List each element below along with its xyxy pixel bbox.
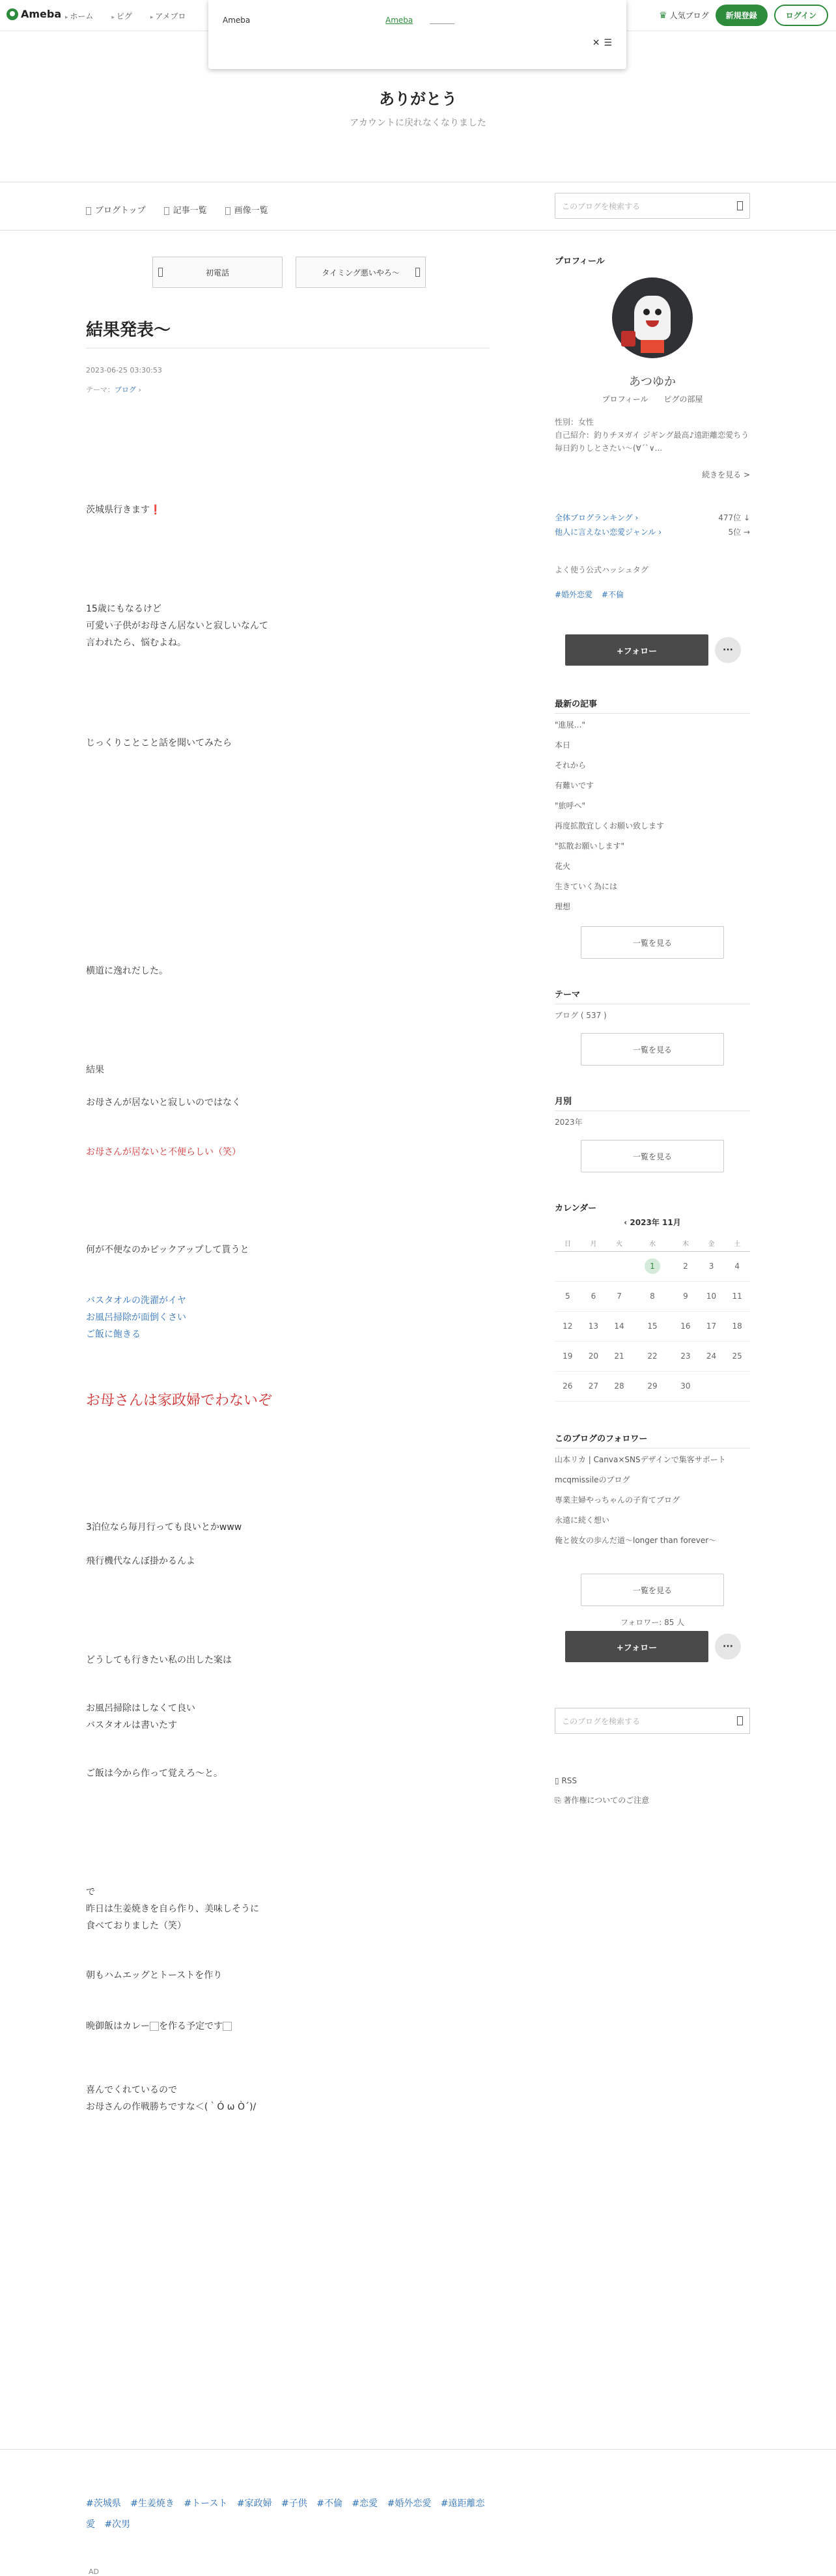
- official-hashtags: [555, 589, 630, 600]
- avatar-eye: [655, 309, 662, 315]
- calendar-day[interactable]: 7: [606, 1281, 632, 1311]
- calendar-day[interactable]: 16: [673, 1311, 699, 1341]
- chevron-right-icon: [415, 268, 420, 277]
- calendar-heading: カレンダー: [555, 1204, 597, 1213]
- calendar-day: [581, 1251, 607, 1281]
- nav-blog-top[interactable]: [86, 203, 146, 216]
- nav-image-list[interactable]: [225, 203, 268, 216]
- chevron-left-icon: [158, 268, 163, 277]
- monthly-heading: 月別: [555, 1094, 750, 1111]
- hashtag[interactable]: #トースト: [184, 2498, 228, 2509]
- emoji-image: [223, 2022, 232, 2031]
- calendar-day[interactable]: 26: [555, 1371, 581, 1401]
- ranking-overall-label: 全体ブログランキング: [555, 513, 633, 522]
- calendar-weekday: 金: [699, 1236, 725, 1251]
- calendar-day[interactable]: 2: [673, 1251, 699, 1281]
- calendar-weekday: 水: [632, 1236, 673, 1251]
- hashtag-heading: よく使う公式ハッシュタグ: [555, 565, 648, 574]
- calendar-day[interactable]: 10: [699, 1281, 725, 1311]
- hashtag[interactable]: #不倫: [316, 2498, 342, 2509]
- hashtag[interactable]: #家政婦: [236, 2498, 272, 2509]
- theme-see-list-button[interactable]: 一覧を見る: [581, 1033, 724, 1066]
- calendar-day: [724, 1371, 750, 1401]
- calendar-day[interactable]: 15: [632, 1311, 673, 1341]
- home-icon: [86, 207, 91, 215]
- footer-divider: [0, 2449, 836, 2450]
- paragraph-6: お母さんが居ないと寂しいのではなく: [86, 1097, 241, 1108]
- calendar-weekday: 日: [555, 1236, 581, 1251]
- paragraph-7: お母さんが居ないと不便らしい（笑）: [86, 1147, 241, 1157]
- image-icon: [225, 207, 230, 215]
- paragraph-10: お母さんは家政婦でわないぞ: [86, 1393, 273, 1409]
- paragraph-18: [86, 2001, 232, 2035]
- calendar-month: [555, 1217, 750, 1228]
- follow-button-bottom[interactable]: +フォロー: [565, 1631, 708, 1662]
- hashtag[interactable]: #茨城県: [86, 2498, 121, 2509]
- calendar-day[interactable]: 22: [632, 1341, 673, 1371]
- blog-description: アカウントに戻れなくなりました: [350, 118, 486, 128]
- recent-articles-heading: 最新の記事: [555, 697, 750, 714]
- profile-info-text: 性別：女性 自己紹介：釣りチヌガイ ジギング最高♪遠距離恋愛ちう 毎日釣りしとさたい〜(∀´`∨...: [555, 418, 749, 453]
- profile-avatar[interactable]: [612, 277, 693, 358]
- sidebar-search-input[interactable]: [555, 1708, 750, 1734]
- calendar-day[interactable]: 21: [606, 1341, 632, 1371]
- paragraph-18-start: 晩御飯はカレー: [86, 2021, 150, 2031]
- hashtag[interactable]: #次男: [104, 2519, 131, 2530]
- global-nav-ameblo[interactable]: ▸ アメブロ: [150, 10, 186, 21]
- ranking-genre-label: 他人に言えない恋愛ジャンル: [555, 528, 656, 537]
- article-theme-link[interactable]: ブログ: [115, 386, 136, 394]
- rss-link[interactable]: ▯ RSS: [555, 1776, 577, 1785]
- read-more-link[interactable]: 続きを見る >: [702, 470, 750, 479]
- curry-emoji-image: [150, 2022, 159, 2031]
- popup-divider: [430, 23, 454, 24]
- blog-search-input[interactable]: [555, 193, 750, 219]
- follower-link[interactable]: 専業主婦やっちゃんの子育てブログ: [555, 1495, 680, 1505]
- calendar-day[interactable]: 19: [555, 1341, 581, 1371]
- calendar-day[interactable]: 5: [555, 1281, 581, 1311]
- recent-article-link[interactable]: 生きていく為には: [555, 882, 618, 891]
- avatar-bag: [621, 331, 635, 347]
- calendar-prev-icon[interactable]: ‹: [624, 1218, 630, 1227]
- followers-see-list-button[interactable]: 一覧を見る: [581, 1574, 724, 1606]
- calendar-day[interactable]: 28: [606, 1371, 632, 1401]
- article-title[interactable]: 結果発表〜: [86, 320, 171, 340]
- next-article-label: タイミング悪いやろ〜: [322, 268, 400, 277]
- pig-room-link[interactable]: ピグの部屋: [663, 395, 703, 404]
- paragraph-11: 3泊位なら毎月行っても良いとかwww: [86, 1522, 242, 1533]
- paragraph-1: 茨城県行きます❗️: [86, 505, 161, 515]
- copyright-label: 著作権についてのご注意: [563, 1796, 650, 1805]
- menu-icon: ☰: [604, 38, 612, 48]
- calendar-month-label: 2023年 11月: [630, 1218, 681, 1227]
- global-nav-pig[interactable]: ▸ ピグ: [111, 10, 132, 21]
- avatar-eye: [643, 309, 650, 315]
- paragraph-17: 朝もハムエッグとトーストを作り: [86, 1970, 223, 1981]
- follower-count: フォロワー: 85 人: [620, 1618, 685, 1627]
- paragraph-12: 飛行機代なんぼ掛かるんよ: [86, 1556, 195, 1566]
- calendar-day[interactable]: 8: [632, 1281, 673, 1311]
- hashtag-list: [86, 2493, 490, 2535]
- recent-article-link[interactable]: "進展…": [555, 720, 586, 729]
- ranking-genre-value: 5位 →: [728, 528, 750, 537]
- close-icon: ✕: [592, 38, 600, 48]
- more-options-button-bottom[interactable]: ···: [715, 1634, 741, 1660]
- ameba-logo-icon: [7, 8, 18, 20]
- paragraph-18-end: を作る予定です: [159, 2021, 223, 2031]
- popup-title: Ameba: [223, 16, 251, 25]
- calendar-day[interactable]: 27: [581, 1371, 607, 1401]
- list-icon: [164, 207, 169, 215]
- calendar-today-marker: 1: [645, 1258, 660, 1274]
- recent-article-link[interactable]: 有難いです: [555, 781, 594, 790]
- follow-button[interactable]: +フォロー: [565, 634, 708, 666]
- popular-blog-link[interactable]: [659, 10, 709, 21]
- ad-label: AD: [89, 2568, 99, 2576]
- calendar-day: [699, 1371, 725, 1401]
- nav-article-list-label: 記事一覧: [173, 206, 207, 216]
- profile-heading: プロフィール: [555, 257, 605, 266]
- recent-see-list-button[interactable]: 一覧を見る: [581, 926, 724, 959]
- paragraph-15: ご飯は今から作って覚えろ〜と。: [86, 1768, 223, 1779]
- hashtag[interactable]: #恋愛: [352, 2498, 378, 2509]
- recent-article-link[interactable]: 再度拡散宜しくお願い致します: [555, 821, 665, 830]
- calendar-day[interactable]: 4: [724, 1251, 750, 1281]
- avatar-leg: [641, 340, 664, 353]
- avatar-figure: [634, 296, 671, 340]
- paragraph-19: 喜んでくれているので お母さんの作戦勝ちですな＜(｀Ó ω Ò´)/: [86, 2085, 257, 2112]
- login-button[interactable]: ログイン: [774, 5, 828, 26]
- paragraph-14: お風呂掃除はしなくて良い バスタオルは書いたす: [86, 1703, 195, 1731]
- recent-article-link[interactable]: "旅呼へ": [555, 801, 586, 810]
- ameba-logo-text: Ameba: [21, 8, 62, 20]
- ranking-overall[interactable]: 全体ブログランキング › 477位 ↓: [555, 513, 750, 522]
- followers-heading: このブログのフォロワー: [555, 1432, 750, 1449]
- recent-article-link[interactable]: "拡散お願いします": [555, 842, 625, 851]
- blog-search-placeholder: このブログを検索する: [562, 202, 641, 211]
- recent-articles-list: [555, 715, 750, 917]
- search-icon[interactable]: [737, 201, 743, 210]
- followers-list: [555, 1450, 750, 1551]
- paragraph-9: バスタオルの洗濯がイヤ お風呂掃除が面倒くさい ご飯に飽きる: [86, 1295, 186, 1340]
- nav-image-list-label: 画像一覧: [234, 206, 268, 216]
- follower-link[interactable]: 俺と彼女の歩んだ道〜longer than forever〜: [555, 1536, 717, 1545]
- calendar-day[interactable]: 3: [699, 1251, 725, 1281]
- calendar-day: [606, 1251, 632, 1281]
- popup-link[interactable]: Ameba: [385, 16, 413, 25]
- paragraph-2: 15歳にもなるけど 可愛い子供がお母さん居ないと寂しいなんて 言われたら、悩むよね。: [86, 604, 268, 648]
- global-nav-home[interactable]: ▸ ホーム: [65, 10, 93, 21]
- calendar-day[interactable]: 25: [724, 1341, 750, 1371]
- calendar-day[interactable]: 6: [581, 1281, 607, 1311]
- ranking-overall-value: 477位 ↓: [718, 513, 750, 522]
- rss-label: RSS: [561, 1776, 577, 1785]
- monthly-item[interactable]: 2023年: [555, 1118, 583, 1127]
- calendar-day: [555, 1251, 581, 1281]
- nav-article-list[interactable]: [164, 203, 207, 216]
- calendar-day[interactable]: 13: [581, 1311, 607, 1341]
- article-date: 2023-06-25 03:30:53: [86, 366, 162, 375]
- prev-article-label: 初電話: [205, 268, 229, 277]
- hashtag[interactable]: #遠距離恋愛: [86, 2498, 485, 2530]
- recent-article-link[interactable]: 本日: [555, 741, 571, 750]
- calendar-day[interactable]: [632, 1251, 673, 1281]
- paragraph-5: 結果: [86, 1065, 104, 1075]
- calendar-day[interactable]: 20: [581, 1341, 607, 1371]
- calendar-weekday: 木: [673, 1236, 699, 1251]
- sidebar-search-placeholder: このブログを検索する: [562, 1717, 641, 1726]
- blog-header: [0, 31, 836, 182]
- calendar-day[interactable]: 9: [673, 1281, 699, 1311]
- register-button[interactable]: 新規登録: [716, 5, 768, 26]
- blog-title[interactable]: ありがとう: [379, 90, 457, 108]
- paragraph-3: じっくりことこと話を聞いてみたら: [86, 738, 232, 748]
- global-nav: [65, 10, 186, 21]
- theme-item[interactable]: ブログ ( 537 ): [555, 1011, 607, 1020]
- theme-heading: テーマ: [555, 987, 750, 1004]
- calendar-day[interactable]: 12: [555, 1311, 581, 1341]
- search-icon[interactable]: [737, 1716, 743, 1725]
- hashtag[interactable]: #子供: [281, 2498, 307, 2509]
- copyright-notice-link[interactable]: ⎘ 著作権についてのご注意: [555, 1796, 650, 1805]
- ranking-genre[interactable]: 他人に言えない恋愛ジャンル › 5位 →: [555, 528, 750, 537]
- calendar-day[interactable]: 14: [606, 1311, 632, 1341]
- monthly-see-list-button[interactable]: 一覧を見る: [581, 1140, 724, 1172]
- calendar-day[interactable]: 17: [699, 1311, 725, 1341]
- ameba-logo[interactable]: [7, 8, 61, 20]
- recent-article-link[interactable]: それから: [555, 761, 587, 770]
- profile-link[interactable]: プロフィール: [602, 395, 648, 404]
- paragraph-13: どうしても行きたい私の出した案は: [86, 1655, 232, 1665]
- recent-article-link[interactable]: 花火: [555, 862, 571, 871]
- paragraph-4: 横道に逸れだした。: [86, 966, 168, 976]
- profile-links: [555, 393, 750, 404]
- article-theme: テーマ：ブログ ›: [86, 386, 141, 394]
- hashtag[interactable]: #生姜焼き: [130, 2498, 174, 2509]
- popular-blog-label: 人気ブログ: [669, 11, 709, 20]
- calendar-grid: [555, 1236, 750, 1402]
- profile-name[interactable]: あつゆか: [629, 375, 676, 389]
- calendar-weekday: 月: [581, 1236, 607, 1251]
- calendar-day[interactable]: 18: [724, 1311, 750, 1341]
- crown-icon: ♛: [659, 10, 667, 21]
- calendar-day[interactable]: 24: [699, 1341, 725, 1371]
- follower-link[interactable]: mcqmissileのブログ: [555, 1475, 630, 1484]
- calendar-day[interactable]: 11: [724, 1281, 750, 1311]
- more-options-button[interactable]: ···: [715, 637, 741, 663]
- calendar-day[interactable]: 29: [632, 1371, 673, 1401]
- paragraph-16: で 昨日は生姜焼きを自ら作り、美味しそうに 食べておりました（笑）: [86, 1887, 259, 1931]
- official-hashtag[interactable]: #不倫: [601, 590, 624, 599]
- calendar: [555, 1217, 750, 1402]
- official-hashtag[interactable]: #婚外恋愛: [555, 590, 593, 599]
- hashtag[interactable]: #婚外恋愛: [387, 2498, 432, 2509]
- nav-blog-top-label: ブログトップ: [95, 206, 146, 216]
- follower-link[interactable]: 山本リカ | Canva×SNSデザインで集客サポート: [555, 1455, 726, 1464]
- calendar-weekday: 火: [606, 1236, 632, 1251]
- calendar-weekday: 土: [724, 1236, 750, 1251]
- calendar-day[interactable]: 23: [673, 1341, 699, 1371]
- paragraph-8: 何が不便なのかピックアップして貰うと: [86, 1245, 249, 1255]
- calendar-day[interactable]: 30: [673, 1371, 699, 1401]
- next-article-button[interactable]: [296, 257, 426, 288]
- article-theme-label: テーマ：: [86, 386, 115, 394]
- recent-article-link[interactable]: 理想: [555, 902, 571, 911]
- profile-info: [555, 416, 750, 455]
- follower-link[interactable]: 永遠に続く想い: [555, 1516, 610, 1525]
- prev-article-button[interactable]: [152, 257, 283, 288]
